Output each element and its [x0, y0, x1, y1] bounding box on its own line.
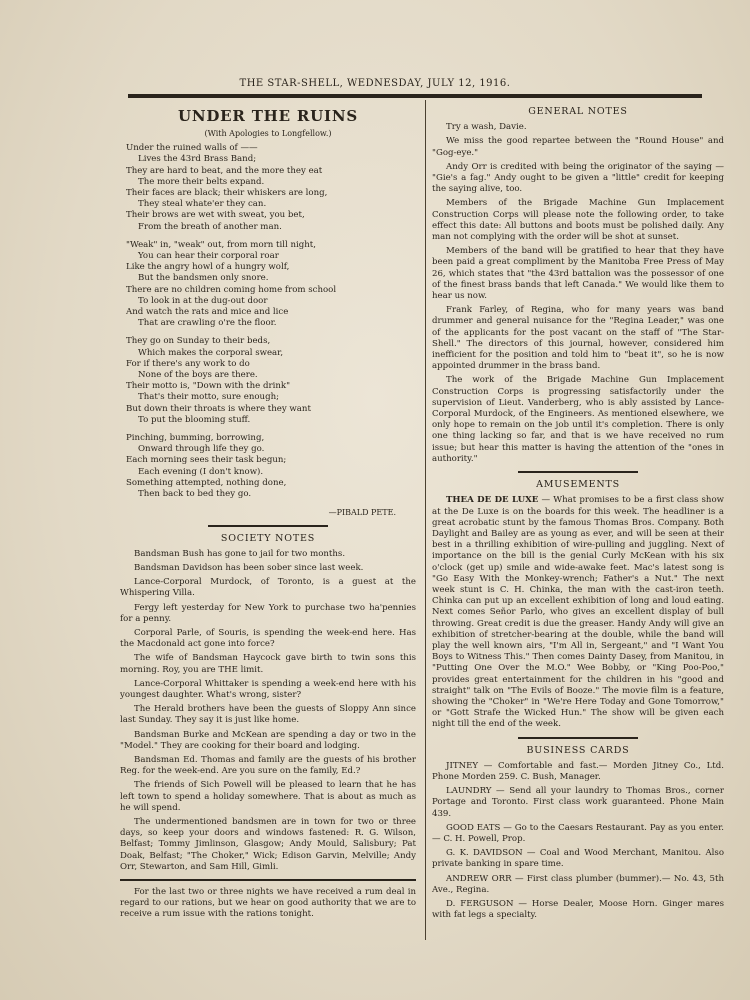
poem-line: Lives the 43rd Brass Band; — [138, 154, 257, 165]
society-note: Lance-Corporal Whittaker is spending a week-end here with his youngest daughter. What's wrong, sister? — [120, 678, 416, 700]
section-rule — [208, 525, 328, 527]
business-card: ANDREW ORR — First class plumber (bummer).— No. 43, 5th Ave., Regina. — [432, 873, 724, 895]
society-note: Corporal Parle, of Souris, is spending the week-end here. Has the Macdonald act gone into force? — [120, 627, 416, 650]
masthead: THE STAR-SHELL, WEDNESDAY, JULY 12, 1916. — [239, 78, 511, 89]
general-note: Try a wash, Davie. — [446, 122, 527, 133]
business-cards-title: BUSINESS CARDS — [526, 744, 630, 756]
poem-line: Their faces are black; their whiskers are long, — [126, 188, 328, 199]
society-note: Bandsman Ed. Thomas and family are the guests of his brother Reg. for the week-end. Are you sure on the family, Ed.? — [120, 754, 416, 777]
poem-title: UNDER THE RUINS — [177, 107, 359, 125]
poem-line: Onward through life they go. — [138, 444, 265, 455]
amusements-body — [432, 495, 724, 730]
poem-subtitle: (With Apologies to Longfellow.) — [204, 129, 332, 138]
society-note: The undermentioned bandsmen are in town for two or three days, so keep your doors and windows fastened: R. G. Wilson, Belfast; Tommy Jimlinson, Glasgow; Andy Mould, Salisbury; Pat Doak, Belfast; "The Choker," Wick; Edison Garvin, Melville; Andy Orr, Stewarton, and Sam Hill, Gimli. — [120, 816, 416, 872]
amusements-title: AMUSEMENTS — [536, 479, 620, 491]
poem-line: They go on Sunday to their beds, — [126, 336, 271, 347]
general-note: Members of the Brigade Machine Gun Implacement Construction Corps will please note the following order, to take effect this date: All buttons and boots must be polished daily. Any man not complying with the order will be shot at sunset. — [432, 198, 724, 243]
poem-line: Under the ruined walls of —— — [126, 143, 258, 154]
poem-signature: —PIBALD PETE. — [328, 508, 396, 518]
poem-line: They steal whate'er they can. — [138, 199, 267, 210]
general-note: Frank Farley, of Regina, who for many years was band drummer and general nuisance for the "Regina Leader," was one of the applicants for the post vacant on the staff of "The Star-Shell." The directors of this journal, however, considered him inefficient for the position and told him to "beat it", so he is now appointed drummer in the brass band. — [432, 305, 724, 372]
society-notes-body — [120, 549, 416, 873]
poem-line: But the bandsmen only snore. — [138, 273, 269, 284]
business-card: D. FERGUSON — Horse Dealer, Moose Horn. Ginger mares with fat legs a specialty. — [432, 899, 724, 921]
poem-line: From the breath of another man. — [138, 221, 282, 232]
poem-line: To look in at the dug-out door — [138, 295, 268, 306]
poem-line: Their brows are wet with sweat, you bet, — [126, 210, 305, 221]
society-note: Bandsman Davidson has been sober since last week. — [134, 562, 364, 573]
section-rule — [518, 737, 638, 739]
poem-line: Each evening (I don't know). — [138, 466, 264, 477]
poem-line: For if there's any work to do — [126, 358, 250, 369]
society-note: Fergy left yesterday for New York to purchase two ha'pennies for a penny. — [120, 602, 416, 624]
left-column — [120, 100, 416, 924]
section-rule — [518, 471, 638, 473]
poem-stanza — [126, 143, 416, 233]
business-card: JITNEY — Comfortable and fast.— Morden Jitney Co., Ltd. Phone Morden 259. C. Bush, Manager. — [432, 760, 724, 782]
poem-line: That's their motto, sure enough; — [138, 392, 280, 403]
society-note: Bandsman Burke and McKean are spending a day or two in the "Model." They are cooking for their board and lodging. — [120, 729, 416, 751]
poem-line: Then back to bed they go. — [138, 489, 252, 500]
poem-line: Something attempted, nothing done, — [126, 477, 287, 488]
poem-line: Their motto is, "Down with the drink" — [126, 381, 291, 392]
poem-line: And watch the rats and mice and lice — [126, 307, 289, 318]
poem-line: To put the blooming stuff. — [138, 414, 251, 425]
poem-line: But down their throats is where they want — [126, 403, 311, 414]
poem-line: Pinching, bumming, borrowing, — [126, 433, 265, 444]
section-rule — [120, 879, 416, 881]
poem-line: You can hear their corporal roar — [138, 251, 279, 262]
masthead-rule — [128, 94, 702, 98]
society-note: The Herald brothers have been the guests of Sloppy Ann since last Sunday. They say it is just like home. — [120, 704, 416, 726]
poem-line: Like the angry howl of a hungry wolf, — [126, 262, 290, 273]
general-note: We miss the good repartee between the "Round House" and "Gog-eye." — [432, 136, 724, 158]
amusements-lead: THEA DE DE LUXE — [446, 495, 539, 506]
rum-deal-note: For the last two or three nights we have received a rum deal in regard to our rations, but we hear on good authority that we are to receive a rum issue with the rations tonight. — [120, 886, 416, 920]
poem-line: That are crawling o're the floor. — [138, 318, 277, 329]
society-note: Lance-Corporal Murdock, of Toronto, is a guest at the Whispering Villa. — [120, 577, 416, 599]
poem-stanza — [126, 433, 416, 500]
poem-body — [120, 143, 416, 500]
poem-stanza — [126, 336, 416, 426]
society-note: The wife of Bandsman Haycock gave birth to twin sons this morning. Roy, you are THE limit. — [120, 653, 416, 675]
poem-line: Which makes the corporal swear, — [138, 347, 284, 358]
poem-line: Each morning sees their task begun; — [126, 455, 287, 466]
right-column — [432, 100, 724, 924]
general-note: Andy Orr is credited with being the originator of the saying — "Gie's a fag." Andy ought to be given a "little" credit for keeping the saying alive, too. — [432, 161, 724, 195]
society-notes-title: SOCIETY NOTES — [220, 532, 316, 544]
society-note: The friends of Sich Powell will be pleased to learn that he has left town to spend a holiday somewhere. That is about as much as he will spend. — [120, 780, 416, 813]
poem-line: The more their belts expand. — [138, 176, 265, 187]
amusements-text: — What promises to be a first class show at the De Luxe is on the boards for this week. The headliner is a great acrobatic stunt by the famous Thomas Bros. Company. Both Daylight and Bailey are as young as ever, and will be seen at their best in a thrilling exhibition of wire-pulling and juggling. Next of importance on the bill is the genial Curly McKean with his six o'clock (get up) smile and wide-awake feet. Mac's latest song is "Go Easy With the Monkey-wrench; Father's a Nut." The next week stunt is C. H. Chinka, the man with the cast-iron teeth. Chinka can put up an excellent exhibition of long and loud eating. Next comes Señor Parlo, who gives an excellent display of bull throwing. Great credit is due the greaser. Handy Andy will give an exhibition of stretcher-bearing at the double, while the band will play the well known airs, "I'm All in, Sergeant," and "I Want You Boys to Witness This." Then comes Dainty Dasey, from Manitou, in "Putting One Over the M.O." Wee Bobby, or "King Poo-Poo," provides great entertainment for the children in his "good and straight" talk on "The Evils of Booze." The movie film is a feature, showing the "Choker" in "We're Here Today and Gone Tomorrow," or "Gott Strafe the Wicked Hun." The show will be given each night till the end of the week. — [432, 495, 724, 730]
general-note: Members of the band will be gratified to hear that they have been paid a great compliment by the Manitoba Free Press of May 26, which states that "the 43rd battalion was the possessor of one of the finest brass bands that left Canada." We would like them to hear us now. — [432, 246, 724, 302]
poem-line: "Weak" in, "weak" out, from morn till night, — [126, 239, 316, 250]
poem-stanza — [126, 240, 416, 330]
business-cards-body — [432, 761, 724, 922]
poem-line: None of the boys are there. — [138, 370, 258, 381]
business-card: LAUNDRY — Send all your laundry to Thomas Bros., corner Portage and Toronto. First class work guaranteed. Phone Main 439. — [432, 786, 724, 819]
business-card: G. K. DAVIDSON — Coal and Wood Merchant, Manitou. Also private banking in spare time. — [432, 848, 724, 870]
column-separator — [425, 100, 426, 940]
poem-line: They are hard to beat, and the more they eat — [126, 165, 323, 176]
society-note: Bandsman Bush has gone to jail for two months. — [134, 548, 346, 559]
business-card: GOOD EATS — Go to the Caesars Restaurant. Pay as you enter.— C. H. Powell, Prop. — [432, 822, 724, 844]
general-notes-title: GENERAL NOTES — [528, 106, 628, 117]
poem-line: There are no children coming home from school — [126, 284, 337, 295]
general-notes-body — [432, 122, 724, 465]
general-note: The work of the Brigade Machine Gun Implacement Construction Corps is progressing satisfactorily under the supervision of Lieut. Vanderberg, who is ably assisted by Lance-Corporal Murdock, of the Engineers. As mentioned elsewhere, we only hope to remain on the job until it's completion. There is only one thing lacking so far, and that is we have received no rum issue; but hear this matter is having the attention of the "ones in authority." — [432, 375, 724, 464]
